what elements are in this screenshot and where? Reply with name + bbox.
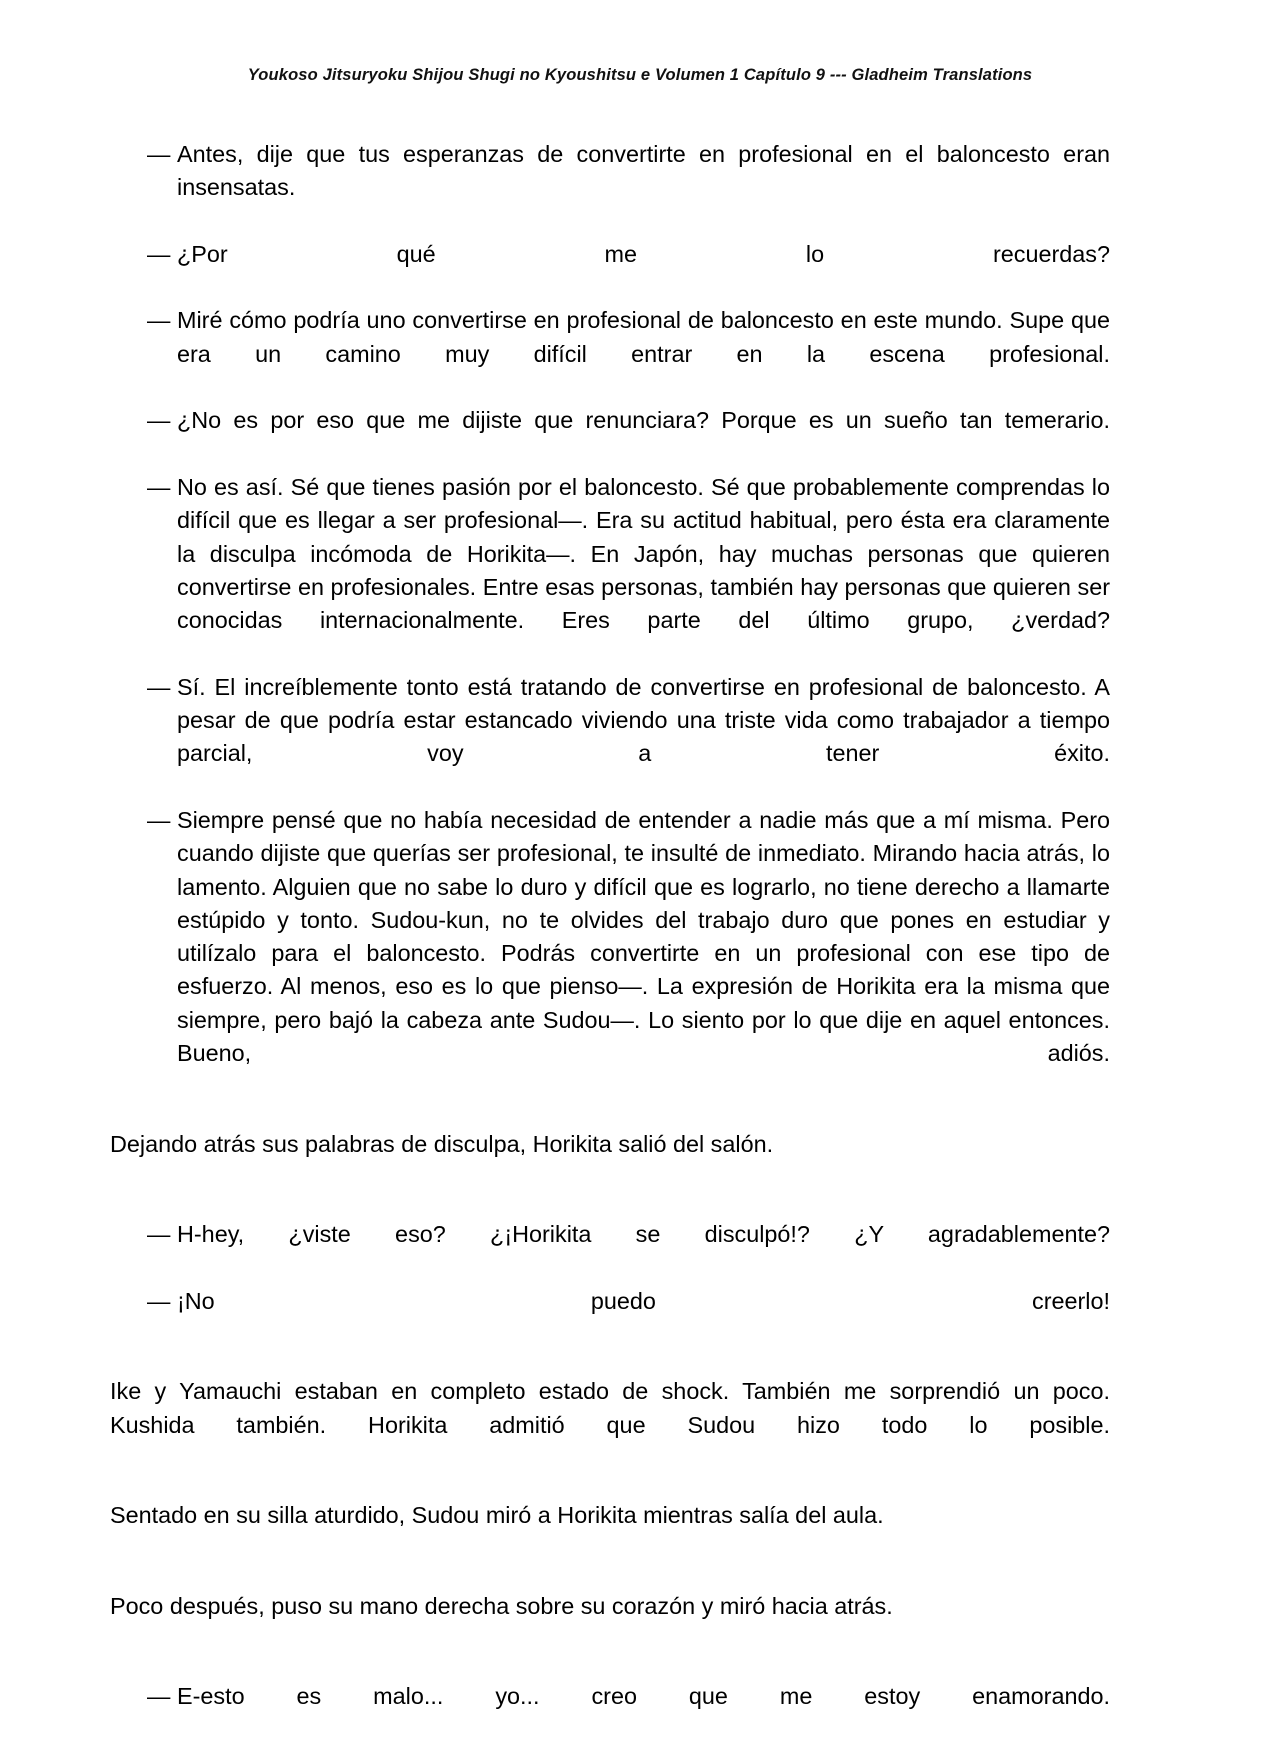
dialogue-group-3 bbox=[110, 1680, 1110, 1747]
em-dash-marker: — bbox=[147, 1287, 171, 1314]
dialogue-text: Siempre pensé que no había necesidad de entender a nadie más que a mí misma. Pero cuando dijiste que querías ser profesional, te insulté de inmediato. Mirando hacia atrás, lo lamento. Alguien que no sabe lo duro y difícil que es lograrlo, no tiene derecho a llamarte estúpido y tonto. Sudou-kun, no te olvides del trabajo duro que pones en estudiar y utilízalo para el baloncesto. Podrás convertirte en un profesional con ese tipo de esfuerzo. Al menos, eso es lo que pienso—. La expresión de Horikita era la misma que siempre, pero bajó la cabeza ante Sudou—. Lo siento por lo que dije en aquel entonces. Bueno, adiós. bbox=[177, 806, 1110, 1067]
dialogue-line bbox=[110, 138, 1110, 238]
dialogue-text: No es así. Sé que tienes pasión por el baloncesto. Sé que probablemente comprendas lo difícil que es llegar a ser profesional—. Era su actitud habitual, pero ésta era claramente la disculpa incómoda de Horikita—. En Japón, hay muchas personas que quieren convertirse en profesionales. Entre esas personas, también hay personas que quieren ser conocidas internacionalmente. Eres parte del último grupo, ¿verdad? bbox=[177, 473, 1110, 634]
spacer bbox=[110, 1104, 1110, 1128]
dialogue-text: E-esto es malo... yo... creo que me estoy enamorando. bbox=[177, 1683, 1110, 1710]
narration-paragraph: Sentado en su silla aturdido, Sudou miró a Horikita mientras salía del aula. bbox=[110, 1502, 884, 1529]
em-dash-marker: — bbox=[147, 1683, 171, 1710]
dialogue-line bbox=[110, 1218, 1110, 1285]
page-body bbox=[110, 138, 1110, 1747]
narration-paragraph: Dejando atrás sus palabras de disculpa, Horikita salió del salón. bbox=[110, 1130, 774, 1157]
dialogue-group-1 bbox=[110, 138, 1110, 1104]
dialogue-text: Antes, dije que tus esperanzas de convertirte en profesional en el baloncesto eran insensatas. bbox=[177, 141, 1110, 201]
spacer bbox=[110, 1351, 1110, 1375]
dialogue-line bbox=[110, 804, 1110, 1104]
spacer bbox=[110, 1566, 1110, 1590]
dialogue-text: ¿Por qué me lo recuerdas? bbox=[177, 240, 1110, 267]
dialogue-text: Sí. El increíblemente tonto está tratando de convertirse en profesional de baloncesto. A pesar de que podría estar estancado viviendo una triste vida como trabajador a tiempo parcial, voy a tener éxito. bbox=[177, 673, 1110, 767]
em-dash-marker: — bbox=[147, 806, 171, 833]
em-dash-marker: — bbox=[147, 1221, 171, 1248]
narration-paragraph: Poco después, puso su mano derecha sobre su corazón y miró hacia atrás. bbox=[110, 1592, 893, 1619]
dialogue-text: ¡No puedo creerlo! bbox=[177, 1287, 1110, 1314]
em-dash-marker: — bbox=[147, 473, 171, 500]
narration-paragraph: Ike y Yamauchi estaban en completo estado de shock. También me sorprendió un poco. Kushida también. Horikita admitió que Sudou hizo todo lo posible. bbox=[110, 1378, 1110, 1438]
dialogue-line bbox=[110, 471, 1110, 671]
em-dash-marker: — bbox=[147, 307, 171, 334]
dialogue-text: Miré cómo podría uno convertirse en profesional de baloncesto en este mundo. Supe que era un camino muy difícil entrar en la escena profesional. bbox=[177, 307, 1110, 367]
em-dash-marker: — bbox=[147, 240, 171, 267]
dialogue-text: H-hey, ¿viste eso? ¿¡Horikita se disculpó!? ¿Y agradablemente? bbox=[177, 1221, 1110, 1248]
dialogue-line bbox=[110, 404, 1110, 471]
dialogue-line bbox=[110, 671, 1110, 804]
spacer bbox=[110, 1475, 1110, 1499]
dialogue-group-2 bbox=[110, 1218, 1110, 1351]
dialogue-line bbox=[110, 304, 1110, 404]
dialogue-line bbox=[110, 238, 1110, 305]
em-dash-marker: — bbox=[147, 673, 171, 700]
spacer bbox=[110, 1194, 1110, 1218]
running-header: Youkoso Jitsuryoku Shijou Shugi no Kyoushitsu e Volumen 1 Capítulo 9 --- Gladheim Translations bbox=[247, 66, 1033, 84]
dialogue-line bbox=[110, 1285, 1110, 1352]
spacer bbox=[110, 1656, 1110, 1680]
em-dash-marker: — bbox=[147, 407, 171, 434]
dialogue-text: ¿No es por eso que me dijiste que renunciara? Porque es un sueño tan temerario. bbox=[177, 407, 1110, 434]
dialogue-line bbox=[110, 1680, 1110, 1747]
em-dash-marker: — bbox=[147, 141, 171, 167]
